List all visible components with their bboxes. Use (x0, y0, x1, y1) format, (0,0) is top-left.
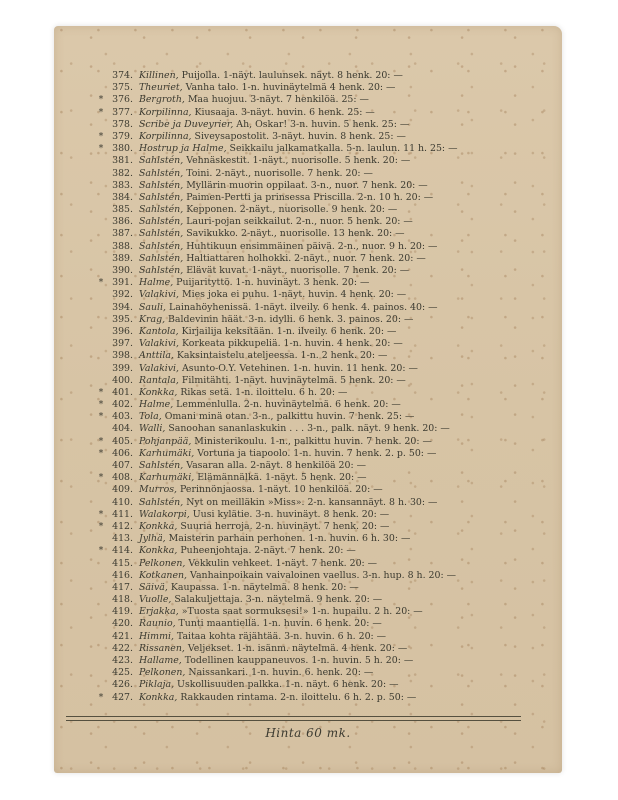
catalog-entry (108, 70, 568, 82)
catalog-entry (98, 472, 568, 484)
entry-author: Sahlstén, (139, 460, 184, 471)
entry-number: 415. (112, 557, 133, 569)
entry-author: Sahlstén, (139, 240, 184, 252)
entry-author: Valakivi, (139, 362, 180, 374)
entry-number: 397. (112, 338, 133, 350)
catalog-entry (108, 119, 568, 131)
entry-description: Suuria herroja. 2-n. huvinäyt. 7 henk. 20: — (180, 520, 390, 532)
catalog-entry (98, 106, 568, 119)
entry-number: 409. (112, 484, 133, 496)
entry-author: Karhumäki, (139, 447, 195, 459)
catalog-entry (98, 435, 568, 448)
asterisk-marker: * (98, 400, 104, 411)
catalog-entry (108, 289, 568, 301)
entry-description: Vasaran alla. 2-näyt. 8 henkilöä 20: — (186, 460, 366, 471)
catalog-entry (98, 520, 568, 533)
catalog-entry (108, 655, 568, 667)
entry-number: 380. (112, 143, 133, 155)
entry-description: Veljekset. 1-n. isänm. näytelmä. 4 henk. 20: — (187, 642, 408, 654)
entry-author: Pelkonen, (139, 667, 186, 679)
catalog-entry (108, 582, 568, 594)
entry-description: Elämännälkä. 1-näyt. 5 henk. 20: — (197, 472, 367, 484)
asterisk-marker: * (98, 546, 104, 557)
entry-description: Vekkulin vehkeet. 1-näyt. 7 henk. 20: — (188, 557, 378, 569)
catalog-entry (108, 192, 568, 204)
catalog-entry (108, 606, 568, 618)
entry-number: 382. (112, 167, 133, 179)
entry-description: Lauri-pojan seikkailut. 2-n., nuor. 5 henk. 20: — (186, 216, 413, 228)
entry-number: 375. (112, 82, 133, 94)
asterisk-marker: * (98, 692, 104, 703)
entry-author: Himmi, (139, 630, 174, 642)
entry-author: Piklaja, (139, 679, 175, 691)
catalog-entry (108, 302, 568, 314)
asterisk-marker: * (98, 107, 104, 118)
entry-description: Huhtikuun ensimmäinen päivä. 2-n., nuor. 9 h. 20: — (186, 240, 438, 252)
entry-author: Bergroth, (139, 94, 185, 106)
catalog-entry (108, 460, 568, 472)
entry-author: Konkka, (139, 545, 178, 557)
entry-author: Rissanen, (139, 642, 185, 654)
entry-number: 383. (112, 179, 133, 191)
entry-number: 385. (112, 204, 133, 216)
entry-description: Nyt on meilläkin »Miss». 2-n. kansannäyt. 8 h. 30: — (186, 496, 438, 508)
entry-author: Tola, (139, 411, 162, 423)
catalog-entry (108, 423, 568, 435)
entry-author: Pelkonen, (139, 557, 186, 569)
entry-author: Sahlstén, (139, 179, 184, 191)
asterisk-marker: * (98, 387, 104, 398)
entry-description: Seikkailu jalkamatkalla. 5-n. laulun. 11 h. 25: — (229, 143, 458, 155)
entry-number: 408. (112, 472, 133, 484)
entry-description: Haltiattaren holhokki. 2-näyt., nuor. 7 henk. 20: — (186, 252, 426, 264)
entry-description: Elävät kuvat. 1-näyt., nuorisolle. 7 henk. 20: — (186, 265, 410, 276)
entry-number: 376. (112, 94, 133, 106)
entry-number: 392. (112, 289, 133, 301)
entry-number: 426. (112, 679, 133, 691)
entry-description: Perinnönjaossa. 1-näyt. 10 henkilöä. 20: — (180, 484, 383, 496)
entry-author: Sahlstén, (139, 252, 184, 264)
catalog-entry (108, 533, 568, 545)
entry-description: Puijarityttö. 1-n. huvinäyt. 3 henk. 20: — (176, 277, 370, 289)
entry-number: 406. (112, 447, 133, 459)
entry-number: 404. (112, 423, 133, 435)
entry-description: »Tuosta saat sormuksesi!» 1-n. hupailu. 2 h. 20: — (181, 606, 423, 618)
entry-author: Sahlstén, (139, 155, 184, 167)
entry-number: 403. (112, 411, 133, 423)
catalog-entry (108, 204, 568, 216)
entry-description: Kaksintaistelu ateljeessa. 1-n. 2 henk. 20: — (176, 350, 388, 362)
entry-description: Asunto-O.Y. Vetehinen. 1-n. huvin. 11 henk. 20: — (182, 362, 418, 374)
entry-number: 414. (112, 545, 133, 557)
entry-author: Halme, (139, 399, 174, 411)
catalog-entry (98, 691, 568, 704)
entry-description: Kaupassa. 1-n. näytelmä. 8 henk. 20: — (170, 581, 359, 593)
entry-description: Vortuna ja tiapoolo. 1-n. huvin. 7 henk. 2. p. 50: — (197, 447, 437, 459)
entry-author: Krag, (139, 313, 166, 325)
entry-number: 425. (112, 667, 133, 679)
entry-number: 387. (112, 228, 133, 240)
entry-description: Vanha talo. 1-n. huvinäytelmä 4 henk. 20: — (185, 82, 396, 94)
entry-description: Savikukko. 2-näyt., nuorisolle. 13 henk. 20: — (186, 228, 405, 240)
entry-author: Korpilinna, (139, 106, 192, 118)
catalog-entry (108, 558, 568, 570)
catalog-entry (98, 447, 568, 460)
catalog-entry (98, 508, 568, 521)
entry-author: Sahlstén, (139, 496, 184, 508)
catalog-entry (108, 350, 568, 362)
catalog-entry (108, 363, 568, 375)
entry-author: Erjakka, (139, 606, 179, 618)
entry-number: 395. (112, 313, 133, 325)
entry-author: Vuolle, (139, 594, 172, 606)
catalog-entry (108, 497, 568, 509)
catalog-entry (108, 570, 568, 582)
catalog-entry (108, 667, 568, 679)
entry-number: 418. (112, 594, 133, 606)
entry-author: Raunio, (139, 618, 176, 630)
entry-number: 396. (112, 325, 133, 337)
catalog-entry (108, 216, 568, 228)
entry-number: 391. (112, 277, 133, 289)
entry-description: Kepponen. 2-näyt., nuorisolle. 9 henk. 20: — (186, 204, 398, 216)
entry-number: 421. (112, 630, 133, 642)
entry-number: 377. (112, 106, 133, 118)
catalog-entry (98, 545, 568, 557)
entry-description: Sanoohan sananlaskukin . . . 3-n., palk. näyt. 9 henk. 20: — (168, 423, 450, 435)
entry-number: 390. (112, 265, 133, 276)
entry-author: Pohjanpää, (139, 435, 192, 447)
entry-number: 400. (112, 374, 133, 386)
catalog-entry (98, 399, 568, 411)
entry-description: Toini. 2-näyt., nuorisolle. 7 henk. 20: — (186, 167, 373, 179)
entry-author: Kotkanen, (139, 569, 188, 581)
entry-description: Kirjailija keksitään. 1-n. ilveily. 6 henk. 20: — (181, 325, 397, 337)
asterisk-marker: * (98, 131, 104, 142)
entry-author: Scribe ja Duveyrier, (139, 118, 234, 130)
entry-author: Valakivi, (139, 289, 180, 301)
asterisk-marker: * (98, 278, 104, 289)
entry-number: 411. (112, 508, 133, 520)
catalog-entry (108, 679, 568, 691)
entry-author: Killinen, (139, 70, 179, 81)
entry-number: 399. (112, 362, 133, 374)
entry-number: 401. (112, 386, 133, 398)
asterisk-marker: * (98, 509, 104, 520)
entry-author: Konkka, (139, 691, 178, 703)
entry-number: 410. (112, 496, 133, 508)
entry-description: Myllärin muorin oppilaat. 3-n., nuor. 7 henk. 20: — (186, 179, 428, 191)
catalog-entry (108, 168, 568, 180)
entry-number: 379. (112, 130, 133, 142)
entry-number: 386. (112, 216, 133, 228)
catalog-entry (108, 82, 568, 94)
entry-author: Walli, (139, 423, 166, 435)
entry-description: Maa huojuu. 3-näyt. 7 henkilöä. 25: — (187, 94, 369, 106)
catalog-entry (108, 241, 568, 253)
entry-number: 388. (112, 240, 133, 252)
entry-description: Uusi kylätie. 3-n. huvinäyt. 8 henk. 20: — (192, 508, 390, 520)
catalog-entry (108, 594, 568, 606)
entry-author: Theuriet, (139, 82, 183, 94)
catalog-entry (108, 631, 568, 643)
entry-author: Hostrup ja Halme, (139, 143, 227, 155)
entry-number: 413. (112, 533, 133, 545)
catalog-entry (108, 253, 568, 265)
asterisk-marker: * (98, 448, 104, 459)
entry-description: Taitaa kohta räjähtää. 3-n. huvin. 6 h. 20: — (176, 630, 387, 642)
price-label: Hinta 60 mk. (265, 726, 351, 740)
catalog-entry (98, 94, 568, 106)
entry-number: 423. (112, 655, 133, 666)
entry-author: Sahlstén, (139, 167, 184, 179)
entry-number: 398. (112, 350, 133, 362)
catalog-entry (108, 484, 568, 496)
entry-description: Siveysapostolit. 3-näyt. huvin. 8 henk. 25: — (194, 130, 406, 142)
entry-author: Sauli, (139, 301, 167, 313)
entry-description: Paimen-Pertti ja prinsessa Priscilla. 2-n. 10 h. 20: — (186, 191, 434, 203)
entry-description: Salakuljettaja. 3-n. näytelmä. 9 henk. 20: — (174, 594, 383, 606)
entry-author: Walakorpi, (139, 508, 190, 520)
entry-number: 427. (112, 691, 133, 703)
entry-number: 412. (112, 520, 133, 532)
entry-author: Jylhä, (139, 533, 166, 545)
catalog-entry (98, 277, 568, 289)
catalog-entry (108, 338, 568, 350)
catalog-entry (98, 143, 568, 155)
entry-number: 407. (112, 460, 133, 471)
entry-author: Kantola, (139, 325, 179, 337)
entry-author: Rantala, (139, 374, 179, 386)
catalog-entry (98, 386, 568, 399)
entry-author: Sahlstén, (139, 265, 184, 276)
catalog-entry (98, 411, 568, 423)
entry-description: Korkeata pikkupeliä. 1-n. huvin. 4 henk. 20: — (182, 338, 403, 350)
entry-description: Naissankari. 1-n. huvin. 6. henk. 20: — (188, 667, 374, 679)
catalog-entry (108, 265, 568, 277)
entry-number: 381. (112, 155, 133, 167)
entry-description: Lainahöyhenissä. 1-näyt. ilveily. 6 henk. 4. painos. 40: — (169, 301, 438, 313)
catalog-entry (108, 228, 568, 240)
double-rule-divider (66, 716, 521, 721)
entry-description: Rakkauden rintama. 2-n. iloittelu. 6 h. 2. p. 50: — (180, 691, 417, 703)
entry-number: 405. (112, 435, 133, 447)
entry-number: 416. (112, 569, 133, 581)
entry-number: 389. (112, 252, 133, 264)
entry-author: Korpilinna, (139, 130, 192, 142)
catalog-entry (108, 643, 568, 655)
entry-description: Ministerikoulu. 1-n., palkittu huvin. 7 henk. 20: — (194, 435, 432, 447)
catalog-entry (108, 375, 568, 387)
entry-number: 374. (112, 70, 133, 81)
entry-description: Vehnäskestit. 1-näyt., nuorisolle. 5 henk. 20: — (186, 155, 411, 167)
entry-author: Valakivi, (139, 338, 180, 350)
entry-number: 419. (112, 606, 133, 618)
catalog-entry (98, 130, 568, 143)
entry-description: Todellinen kauppaneuvos. 1-n. huvin. 5 h. 20: — (184, 655, 414, 666)
asterisk-marker: * (98, 436, 104, 447)
entry-author: Sahlstén, (139, 204, 184, 216)
entry-number: 378. (112, 118, 133, 130)
catalog-entry (108, 618, 568, 630)
entry-author: Säivä, (139, 581, 168, 593)
entry-description: Puijolla. 1-näyt. laulunsek. näyt. 8 henk. 20: — (181, 70, 403, 81)
catalog-entry (108, 314, 568, 326)
catalog-entry (108, 180, 568, 192)
entry-description: Puheenjohtaja. 2-näyt. 7 henk. 20: — (180, 545, 356, 557)
entry-description: Uskollisuuden palkka. 1-n. näyt. 6 henk. 20: — (177, 679, 399, 691)
entry-author: Halme, (139, 277, 174, 289)
asterisk-marker: * (98, 144, 104, 155)
catalog-entry (108, 155, 568, 167)
entry-author: Anttila, (139, 350, 174, 362)
entry-number: 420. (112, 618, 133, 630)
entry-description: Kiusaaja. 3-näyt. huvin. 6 henk. 25: — (194, 106, 375, 118)
entry-number: 394. (112, 301, 133, 313)
entry-description: Omani minä otan. 3-n., palkittu huvin. 7 henk. 25: — (164, 411, 415, 423)
entry-number: 402. (112, 399, 133, 411)
catalog-entry (108, 326, 568, 338)
entry-description: Baldevinin häät. 3-n. idylli. 6 henk. 3. painos. 20: — (168, 313, 414, 325)
entry-author: Konkka, (139, 520, 178, 532)
entry-description: Ah, Oskar! 3-n. huvin. 5 henk. 25: — (236, 118, 410, 130)
asterisk-marker: * (98, 412, 104, 423)
entry-description: Maisterin parhain perhonen. 1-n. huvin. 6 h. 30: — (168, 533, 411, 545)
entry-number: 417. (112, 581, 133, 593)
entry-author: Murros, (139, 484, 178, 496)
asterisk-marker: * (98, 473, 104, 484)
book-page (54, 26, 562, 773)
play-catalog-list (98, 70, 568, 704)
entry-description: Mies joka ei puhu. 1-näyt. huvin. 4 henk. 20: — (182, 289, 407, 301)
entry-number: 422. (112, 642, 133, 654)
entry-description: Vanhainpoikain vaivaloinen vaellus. 3-n. hup. 8 h. 20: — (190, 569, 456, 581)
asterisk-marker: * (98, 521, 104, 532)
entry-author: Hallame, (139, 655, 182, 666)
entry-number: 384. (112, 191, 133, 203)
entry-description: Rikas setä. 1-n. iloittelu. 6 h. 20: — (180, 386, 348, 398)
entry-author: Konkka, (139, 386, 178, 398)
entry-author: Sahlstén, (139, 216, 184, 228)
entry-description: Tunti maantiellä. 1-n. huvin. 6 henk. 20: — (178, 618, 382, 630)
entry-author: Sahlstén, (139, 228, 184, 240)
entry-author: Sahlstén, (139, 191, 184, 203)
entry-description: Filmitähti. 1-näyt. huvinäytelmä. 5 henk. 20: — (181, 374, 406, 386)
entry-description: Lemmenlulla. 2-n. huvinäytelmä. 6 henk. 20: — (176, 399, 401, 411)
entry-author: Karhumäki, (139, 472, 195, 484)
asterisk-marker: * (98, 95, 104, 106)
